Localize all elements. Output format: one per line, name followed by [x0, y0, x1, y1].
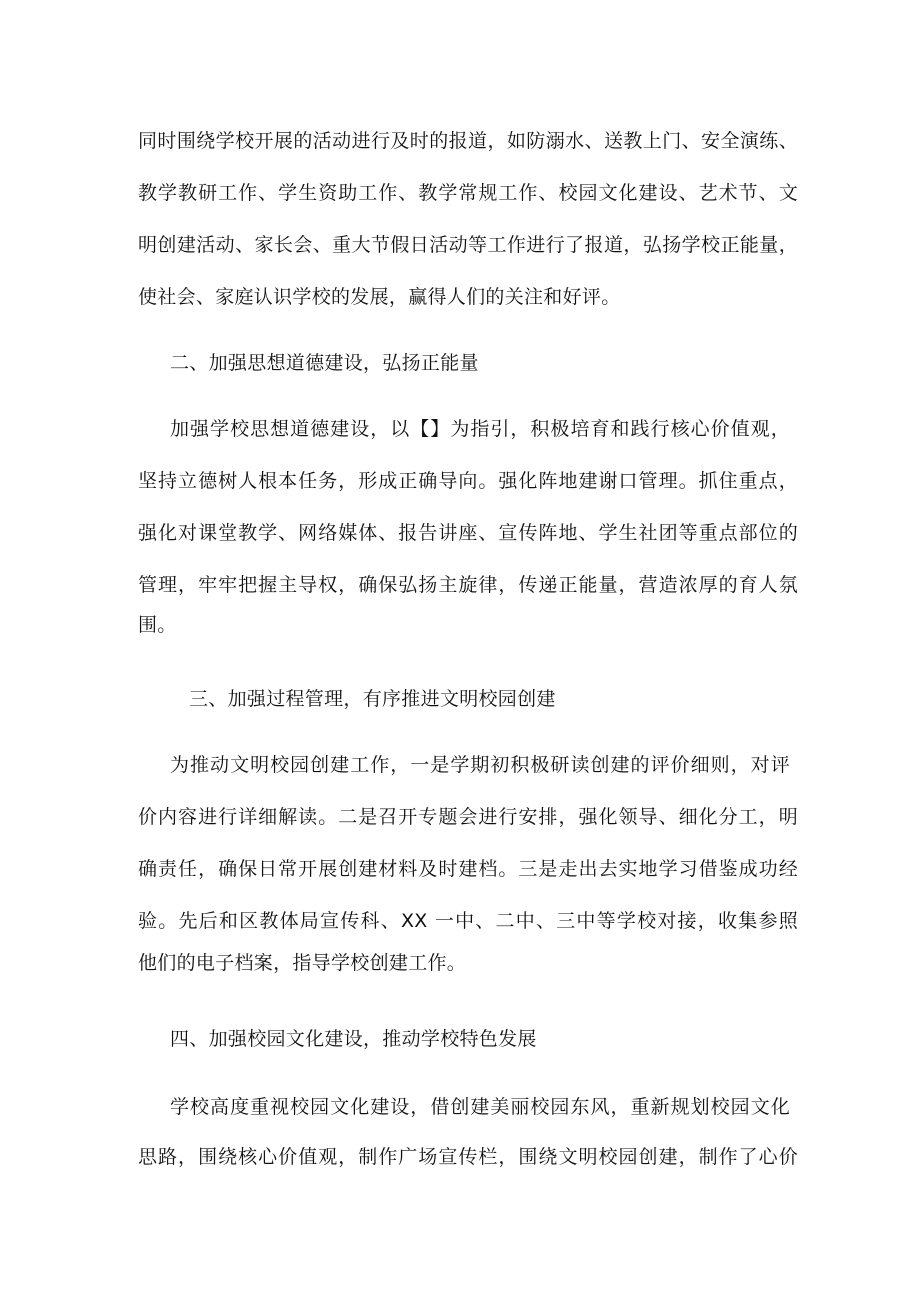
paragraph-1-line-3: 明创建活动、家长会、重大节假日活动等工作进行了报道，弘扬学校正能量，	[138, 234, 798, 256]
section-2-line-3: 强化对课堂教学、网络媒体、报告讲座、宣传阵地、学生社团等重点部位的	[138, 522, 798, 544]
section-2-line-4: 管理，牢牢把握主导权，确保弘扬主旋律，传递正能量，营造浓厚的育人氛	[138, 574, 798, 596]
section-3-line-4: 验。先后和区教体局宣传科、XX 一中、二中、三中等学校对接，收集参照	[138, 910, 798, 932]
paragraph-1-line-2: 教学教研工作、学生资助工作、教学常规工作、校园文化建设、艺术节、文	[138, 182, 798, 204]
section-4-line-2: 思路，围绕核心价值观，制作广场宣传栏，围绕文明校园创建，制作了心价	[138, 1146, 798, 1168]
section-2-line-2: 坚持立德树人根本任务，形成正确导向。强化阵地建谢口管理。抓住重点，	[138, 470, 798, 492]
section-2-line-1: 加强学校思想道德建设，以【】为指引，积极培育和践行核心价值观，	[170, 418, 790, 440]
section-4-line-1: 学校高度重视校园文化建设，借创建美丽校园东风，重新规划校园文化	[170, 1096, 790, 1118]
section-3-line-2: 价内容进行详细解读。二是召开专题会进行安排，强化领导、细化分工，明	[138, 806, 798, 828]
section-3-line-5: 他们的电子档案，指导学校创建工作。	[138, 952, 467, 974]
section-3-heading: 三、加强过程管理，有序推进文明校园创建	[189, 688, 556, 710]
section-3-line-3: 确责任，确保日常开展创建材料及时建档。三是走出去实地学习借鉴成功经	[138, 858, 798, 880]
section-3-line-1: 为推动文明校园创建工作，一是学期初积极研读创建的评价细则，对评	[170, 754, 790, 776]
section-2-line-5: 围。	[138, 614, 177, 636]
paragraph-1-line-4: 使社会、家庭认识学校的发展，赢得人们的关注和好评。	[138, 286, 621, 308]
section-4-heading: 四、加强校园文化建设，推动学校特色发展	[170, 1028, 537, 1050]
paragraph-1-line-1: 同时围绕学校开展的活动进行及时的报道，如防溺水、送教上门、安全演练、	[138, 130, 798, 152]
section-2-heading: 二、加强思想道德建设，弘扬正能量	[170, 352, 479, 374]
